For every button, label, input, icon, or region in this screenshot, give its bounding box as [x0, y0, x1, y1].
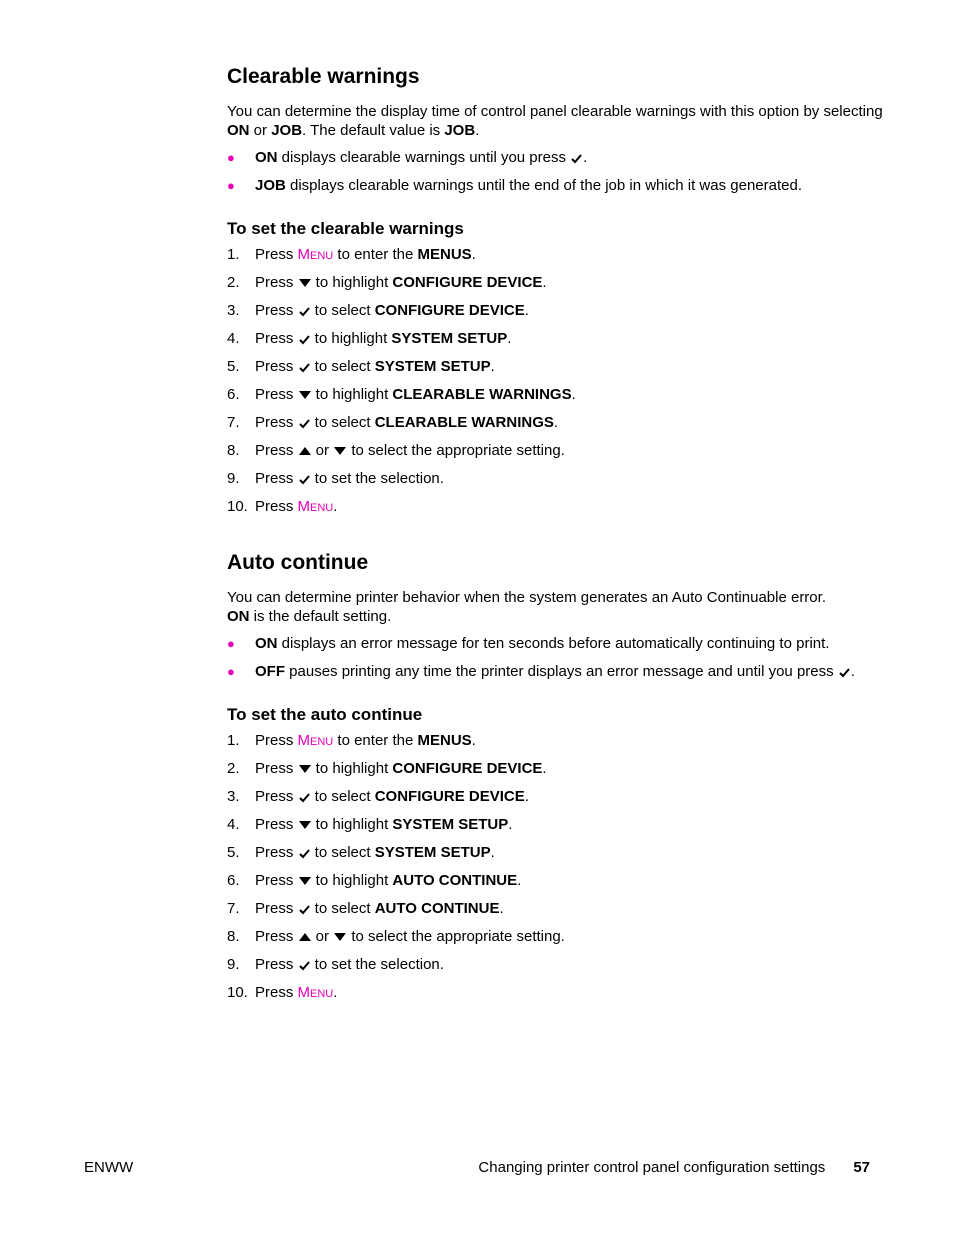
down-arrow-icon — [299, 765, 311, 773]
auto-continue-intro: You can determine printer behavior when the system generates an Auto Continuable error. ON is the default setting. — [227, 589, 826, 625]
list-item: 9. Press to set the selection. — [227, 470, 444, 487]
menu-target: AUTO CONTINUE — [392, 872, 518, 889]
menu-target: SYSTEM SETUP — [374, 358, 491, 375]
footer-right — [478, 1158, 870, 1177]
step-number: 3. — [227, 788, 240, 805]
auto-continue-options — [227, 634, 887, 681]
subsection-title-set-auto-continue: To set the auto continue — [227, 705, 423, 724]
bullet-icon: ● — [227, 636, 235, 651]
menu-target: CLEARABLE WARNINGS — [392, 386, 572, 403]
section-title-clearable-warnings: Clearable warnings — [227, 65, 420, 88]
down-arrow-icon — [299, 877, 311, 885]
list-item: 7. Press to select CLEARABLE WARNINGS. — [227, 414, 559, 431]
menu-target: AUTO CONTINUE — [374, 900, 500, 917]
menu-target: MENUS — [417, 732, 472, 749]
list-item: 1. Press Menu to enter the MENUS. — [227, 246, 476, 263]
footer-chapter-title: Changing printer control panel configuration settings — [478, 1159, 826, 1176]
checkmark-icon — [839, 667, 850, 678]
step-number: 1. — [227, 246, 240, 263]
page-content — [227, 62, 887, 1011]
step-number: 5. — [227, 844, 240, 861]
clearable-warnings-intro: You can determine the display time of control panel clearable warnings with this option by selecting ON or JOB. The default value is JOB. — [227, 103, 883, 139]
step-number: 6. — [227, 386, 240, 403]
subsection-title-set-clearable-warnings: To set the clearable warnings — [227, 219, 464, 238]
step-number: 8. — [227, 442, 240, 459]
list-item: 8. Press or to select the appropriate setting. — [227, 442, 565, 459]
checkmark-icon — [299, 362, 310, 373]
menu-target: CONFIGURE DEVICE — [374, 302, 525, 319]
checkmark-icon — [299, 306, 310, 317]
clearable-warnings-options — [227, 148, 887, 195]
list-item: ● ON displays an error message for ten seconds before automatically continuing to print. — [227, 635, 830, 652]
list-item: 3. Press to select CONFIGURE DEVICE. — [227, 302, 529, 319]
menu-key: Menu — [297, 246, 334, 263]
menu-target: MENUS — [417, 246, 472, 263]
step-number: 2. — [227, 274, 240, 291]
list-item: 10. Press Menu. — [227, 984, 338, 1001]
checkmark-icon — [299, 474, 310, 485]
checkmark-icon — [299, 418, 310, 429]
step-number: 4. — [227, 330, 240, 347]
list-item: ● JOB displays clearable warnings until the end of the job in which it was generated. — [227, 177, 802, 194]
list-item: 4. Press to highlight SYSTEM SETUP. — [227, 330, 512, 347]
list-item: 8. Press or to select the appropriate setting. — [227, 928, 565, 945]
list-item: 4. Press to highlight SYSTEM SETUP. — [227, 816, 513, 833]
list-item: 7. Press to select AUTO CONTINUE. — [227, 900, 504, 917]
step-number: 3. — [227, 302, 240, 319]
checkmark-icon — [299, 904, 310, 915]
bullet-icon: ● — [227, 664, 235, 679]
step-number: 9. — [227, 956, 240, 973]
menu-target: SYSTEM SETUP — [391, 330, 508, 347]
step-number: 10. — [227, 498, 248, 515]
menu-target: SYSTEM SETUP — [374, 844, 491, 861]
up-arrow-icon — [299, 447, 311, 455]
list-item: 6. Press to highlight CLEARABLE WARNINGS. — [227, 386, 576, 403]
down-arrow-icon — [299, 391, 311, 399]
down-arrow-icon — [334, 933, 346, 941]
step-number: 7. — [227, 414, 240, 431]
footer-left-label: ENWW — [84, 1159, 134, 1176]
auto-continue-steps — [227, 731, 887, 1011]
step-number: 9. — [227, 470, 240, 487]
list-item: 10. Press Menu. — [227, 498, 338, 515]
menu-target: CONFIGURE DEVICE — [392, 760, 543, 777]
menu-target: SYSTEM SETUP — [392, 816, 509, 833]
down-arrow-icon — [334, 447, 346, 455]
menu-target: CONFIGURE DEVICE — [392, 274, 543, 291]
list-item: 2. Press to highlight CONFIGURE DEVICE. — [227, 274, 547, 291]
list-item: 2. Press to highlight CONFIGURE DEVICE. — [227, 760, 547, 777]
up-arrow-icon — [299, 933, 311, 941]
bullet-icon: ● — [227, 178, 235, 193]
step-number: 1. — [227, 732, 240, 749]
list-item: 5. Press to select SYSTEM SETUP. — [227, 358, 495, 375]
list-item: 5. Press to select SYSTEM SETUP. — [227, 844, 495, 861]
menu-target: CONFIGURE DEVICE — [374, 788, 525, 805]
checkmark-icon — [571, 153, 582, 164]
step-number: 4. — [227, 816, 240, 833]
menu-key: Menu — [297, 498, 334, 515]
page-number: 57 — [853, 1159, 870, 1176]
checkmark-icon — [299, 960, 310, 971]
bullet-icon: ● — [227, 150, 235, 165]
step-number: 10. — [227, 984, 248, 1001]
menu-key: Menu — [297, 984, 334, 1001]
step-number: 7. — [227, 900, 240, 917]
step-number: 5. — [227, 358, 240, 375]
down-arrow-icon — [299, 821, 311, 829]
menu-key: Menu — [297, 732, 334, 749]
checkmark-icon — [299, 334, 310, 345]
step-number: 8. — [227, 928, 240, 945]
section-title-auto-continue: Auto continue — [227, 551, 369, 574]
list-item: 9. Press to set the selection. — [227, 956, 444, 973]
list-item: ● OFF pauses printing any time the printer displays an error message and until you press . — [227, 663, 855, 680]
checkmark-icon — [299, 792, 310, 803]
down-arrow-icon — [299, 279, 311, 287]
checkmark-icon — [299, 848, 310, 859]
list-item: ● ON displays clearable warnings until you press . — [227, 149, 588, 166]
list-item: 1. Press Menu to enter the MENUS. — [227, 732, 476, 749]
step-number: 2. — [227, 760, 240, 777]
clearable-warnings-steps — [227, 245, 887, 525]
step-number: 6. — [227, 872, 240, 889]
menu-target: CLEARABLE WARNINGS — [374, 414, 554, 431]
list-item: 6. Press to highlight AUTO CONTINUE. — [227, 872, 522, 889]
list-item: 3. Press to select CONFIGURE DEVICE. — [227, 788, 529, 805]
